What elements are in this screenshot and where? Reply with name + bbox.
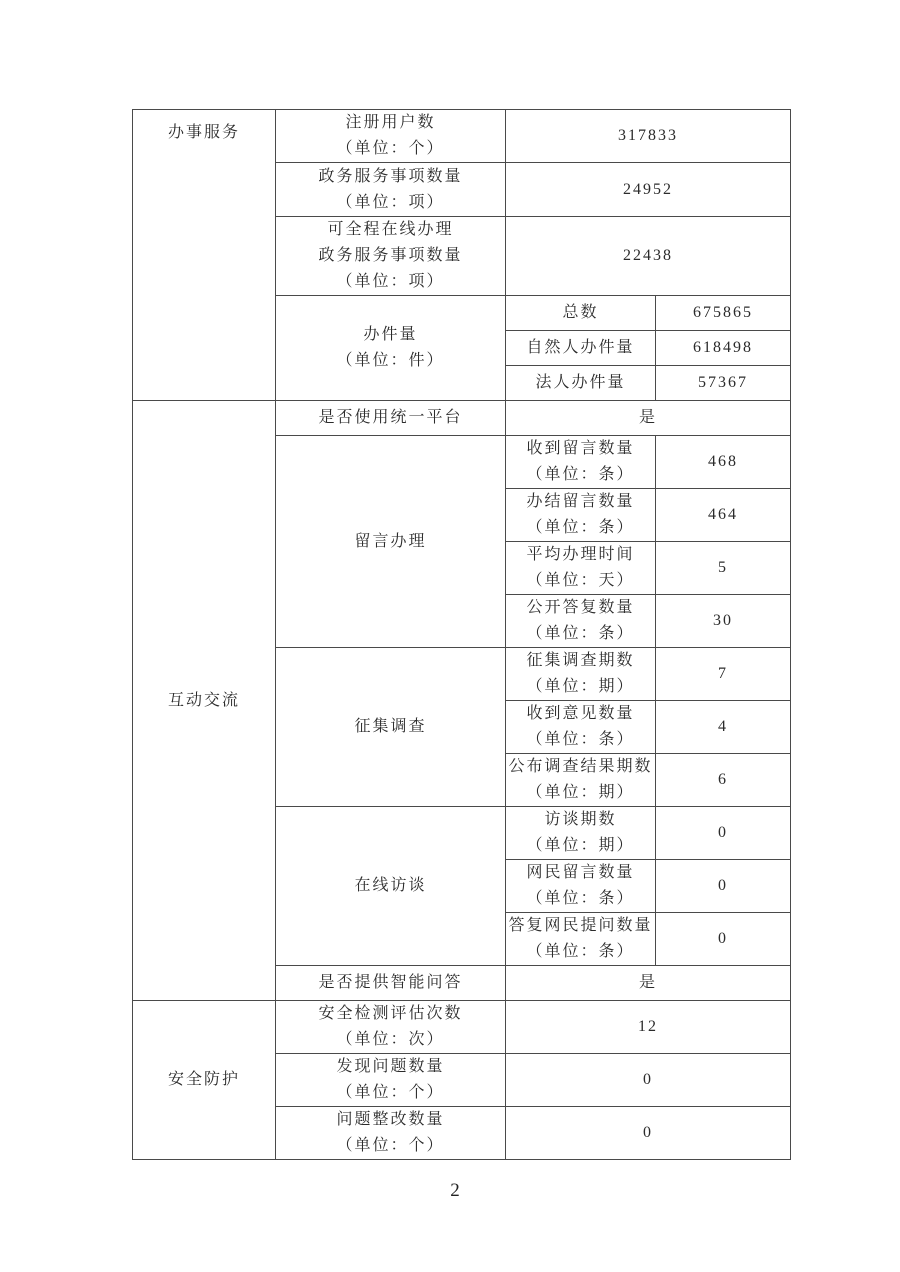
cell-avg-time-label [506, 542, 656, 595]
question-replies-value: 0 [656, 913, 791, 966]
avg-time-label: 平均办理时间 [526, 546, 635, 563]
cases-legal-person-value: 57367 [656, 366, 791, 401]
assessments-label: 安全检测评估次数 [318, 1005, 463, 1022]
assessments-value: 12 [506, 1001, 791, 1054]
unified-platform-value: 是 [506, 401, 791, 436]
cell-public-replies-label [506, 595, 656, 648]
smart-qa-label: 是否提供智能问答 [276, 966, 506, 1001]
avg-time-value: 5 [656, 542, 791, 595]
problems-rectified-unit: （单位：个） [336, 1137, 445, 1154]
report-table [132, 109, 791, 1160]
unified-platform-label: 是否使用统一平台 [276, 401, 506, 436]
cell-interview-periods-label [506, 807, 656, 860]
smart-qa-value: 是 [506, 966, 791, 1001]
interview-periods-unit: （单位：期） [526, 837, 635, 854]
cell-problems-found-label [276, 1054, 506, 1107]
public-replies-label: 公开答复数量 [526, 599, 635, 616]
problems-found-unit: （单位：个） [336, 1084, 445, 1101]
public-replies-unit: （单位：条） [526, 625, 635, 642]
survey-periods-unit: （单位：期） [526, 678, 635, 695]
survey-results-label: 公布调查结果期数 [508, 758, 653, 775]
avg-time-unit: （单位：天） [526, 572, 635, 589]
interview-periods-value: 0 [656, 807, 791, 860]
registered-users-label: 注册用户数 [345, 114, 436, 131]
cell-survey-results-label [506, 754, 656, 807]
cases-natural-person-value: 618498 [656, 331, 791, 366]
online-items-unit: （单位：项） [336, 273, 445, 290]
cell-service-items-label [276, 163, 506, 217]
survey-label: 征集调查 [276, 648, 506, 807]
netizen-messages-value: 0 [656, 860, 791, 913]
netizen-messages-unit: （单位：条） [526, 890, 635, 907]
cell-assessments-label [276, 1001, 506, 1054]
online-items-label-line1: 可全程在线办理 [327, 221, 454, 238]
survey-opinions-value: 4 [656, 701, 791, 754]
survey-results-unit: （单位：期） [526, 784, 635, 801]
service-items-unit: （单位：项） [336, 193, 445, 211]
cell-registered-users-label [276, 110, 506, 163]
problems-rectified-label: 问题整改数量 [336, 1111, 445, 1128]
survey-periods-value: 7 [656, 648, 791, 701]
group-cell-security [133, 1001, 276, 1160]
cases-total-label: 总数 [506, 296, 656, 331]
messages-completed-value: 464 [656, 489, 791, 542]
messages-completed-label: 办结留言数量 [526, 493, 635, 510]
problems-found-label: 发现问题数量 [336, 1058, 445, 1075]
messages-received-value: 468 [656, 436, 791, 489]
problems-rectified-value: 0 [506, 1107, 791, 1160]
cases-legal-person-label: 法人办件量 [506, 366, 656, 401]
messages-completed-unit: （单位：条） [526, 519, 635, 536]
registered-users-value: 317833 [506, 110, 791, 163]
online-items-value: 22438 [506, 217, 791, 296]
service-items-label: 政务服务事项数量 [318, 167, 463, 185]
service-items-value: 24952 [506, 163, 791, 217]
messages-received-label: 收到留言数量 [526, 440, 635, 457]
cell-netizen-messages-label [506, 860, 656, 913]
messages-received-unit: （单位：条） [526, 466, 635, 483]
survey-opinions-label: 收到意见数量 [526, 705, 635, 722]
cell-messages-completed-label [506, 489, 656, 542]
assessments-unit: （单位：次） [336, 1031, 445, 1048]
group-label-service: 办事服务 [167, 124, 240, 141]
online-items-label-line2: 政务服务事项数量 [318, 247, 463, 264]
survey-results-value: 6 [656, 754, 791, 807]
group-label-interaction: 互动交流 [167, 691, 240, 709]
cases-label: 办件量 [363, 326, 418, 343]
cell-problems-rectified-label [276, 1107, 506, 1160]
cell-survey-opinions-label [506, 701, 656, 754]
cell-online-items-label [276, 217, 506, 296]
online-interview-label: 在线访谈 [276, 807, 506, 966]
registered-users-unit: （单位：个） [336, 140, 445, 157]
group-cell-interaction [133, 401, 276, 1001]
problems-found-value: 0 [506, 1054, 791, 1107]
question-replies-label: 答复网民提问数量 [508, 917, 653, 934]
page-number: 2 [450, 1180, 460, 1201]
cell-messages-received-label [506, 436, 656, 489]
public-replies-value: 30 [656, 595, 791, 648]
message-handling-label: 留言办理 [276, 436, 506, 648]
survey-periods-label: 征集调查期数 [526, 652, 635, 669]
interview-periods-label: 访谈期数 [544, 811, 617, 828]
cell-question-replies-label [506, 913, 656, 966]
cell-survey-periods-label [506, 648, 656, 701]
cell-cases-label [276, 296, 506, 401]
netizen-messages-label: 网民留言数量 [526, 864, 635, 881]
survey-opinions-unit: （单位：条） [526, 731, 635, 748]
cases-total-value: 675865 [656, 296, 791, 331]
cases-unit: （单位：件） [336, 352, 445, 369]
cases-natural-person-label: 自然人办件量 [506, 331, 656, 366]
group-cell-service [133, 110, 276, 401]
group-label-security: 安全防护 [167, 1071, 240, 1088]
question-replies-unit: （单位：条） [526, 943, 635, 960]
